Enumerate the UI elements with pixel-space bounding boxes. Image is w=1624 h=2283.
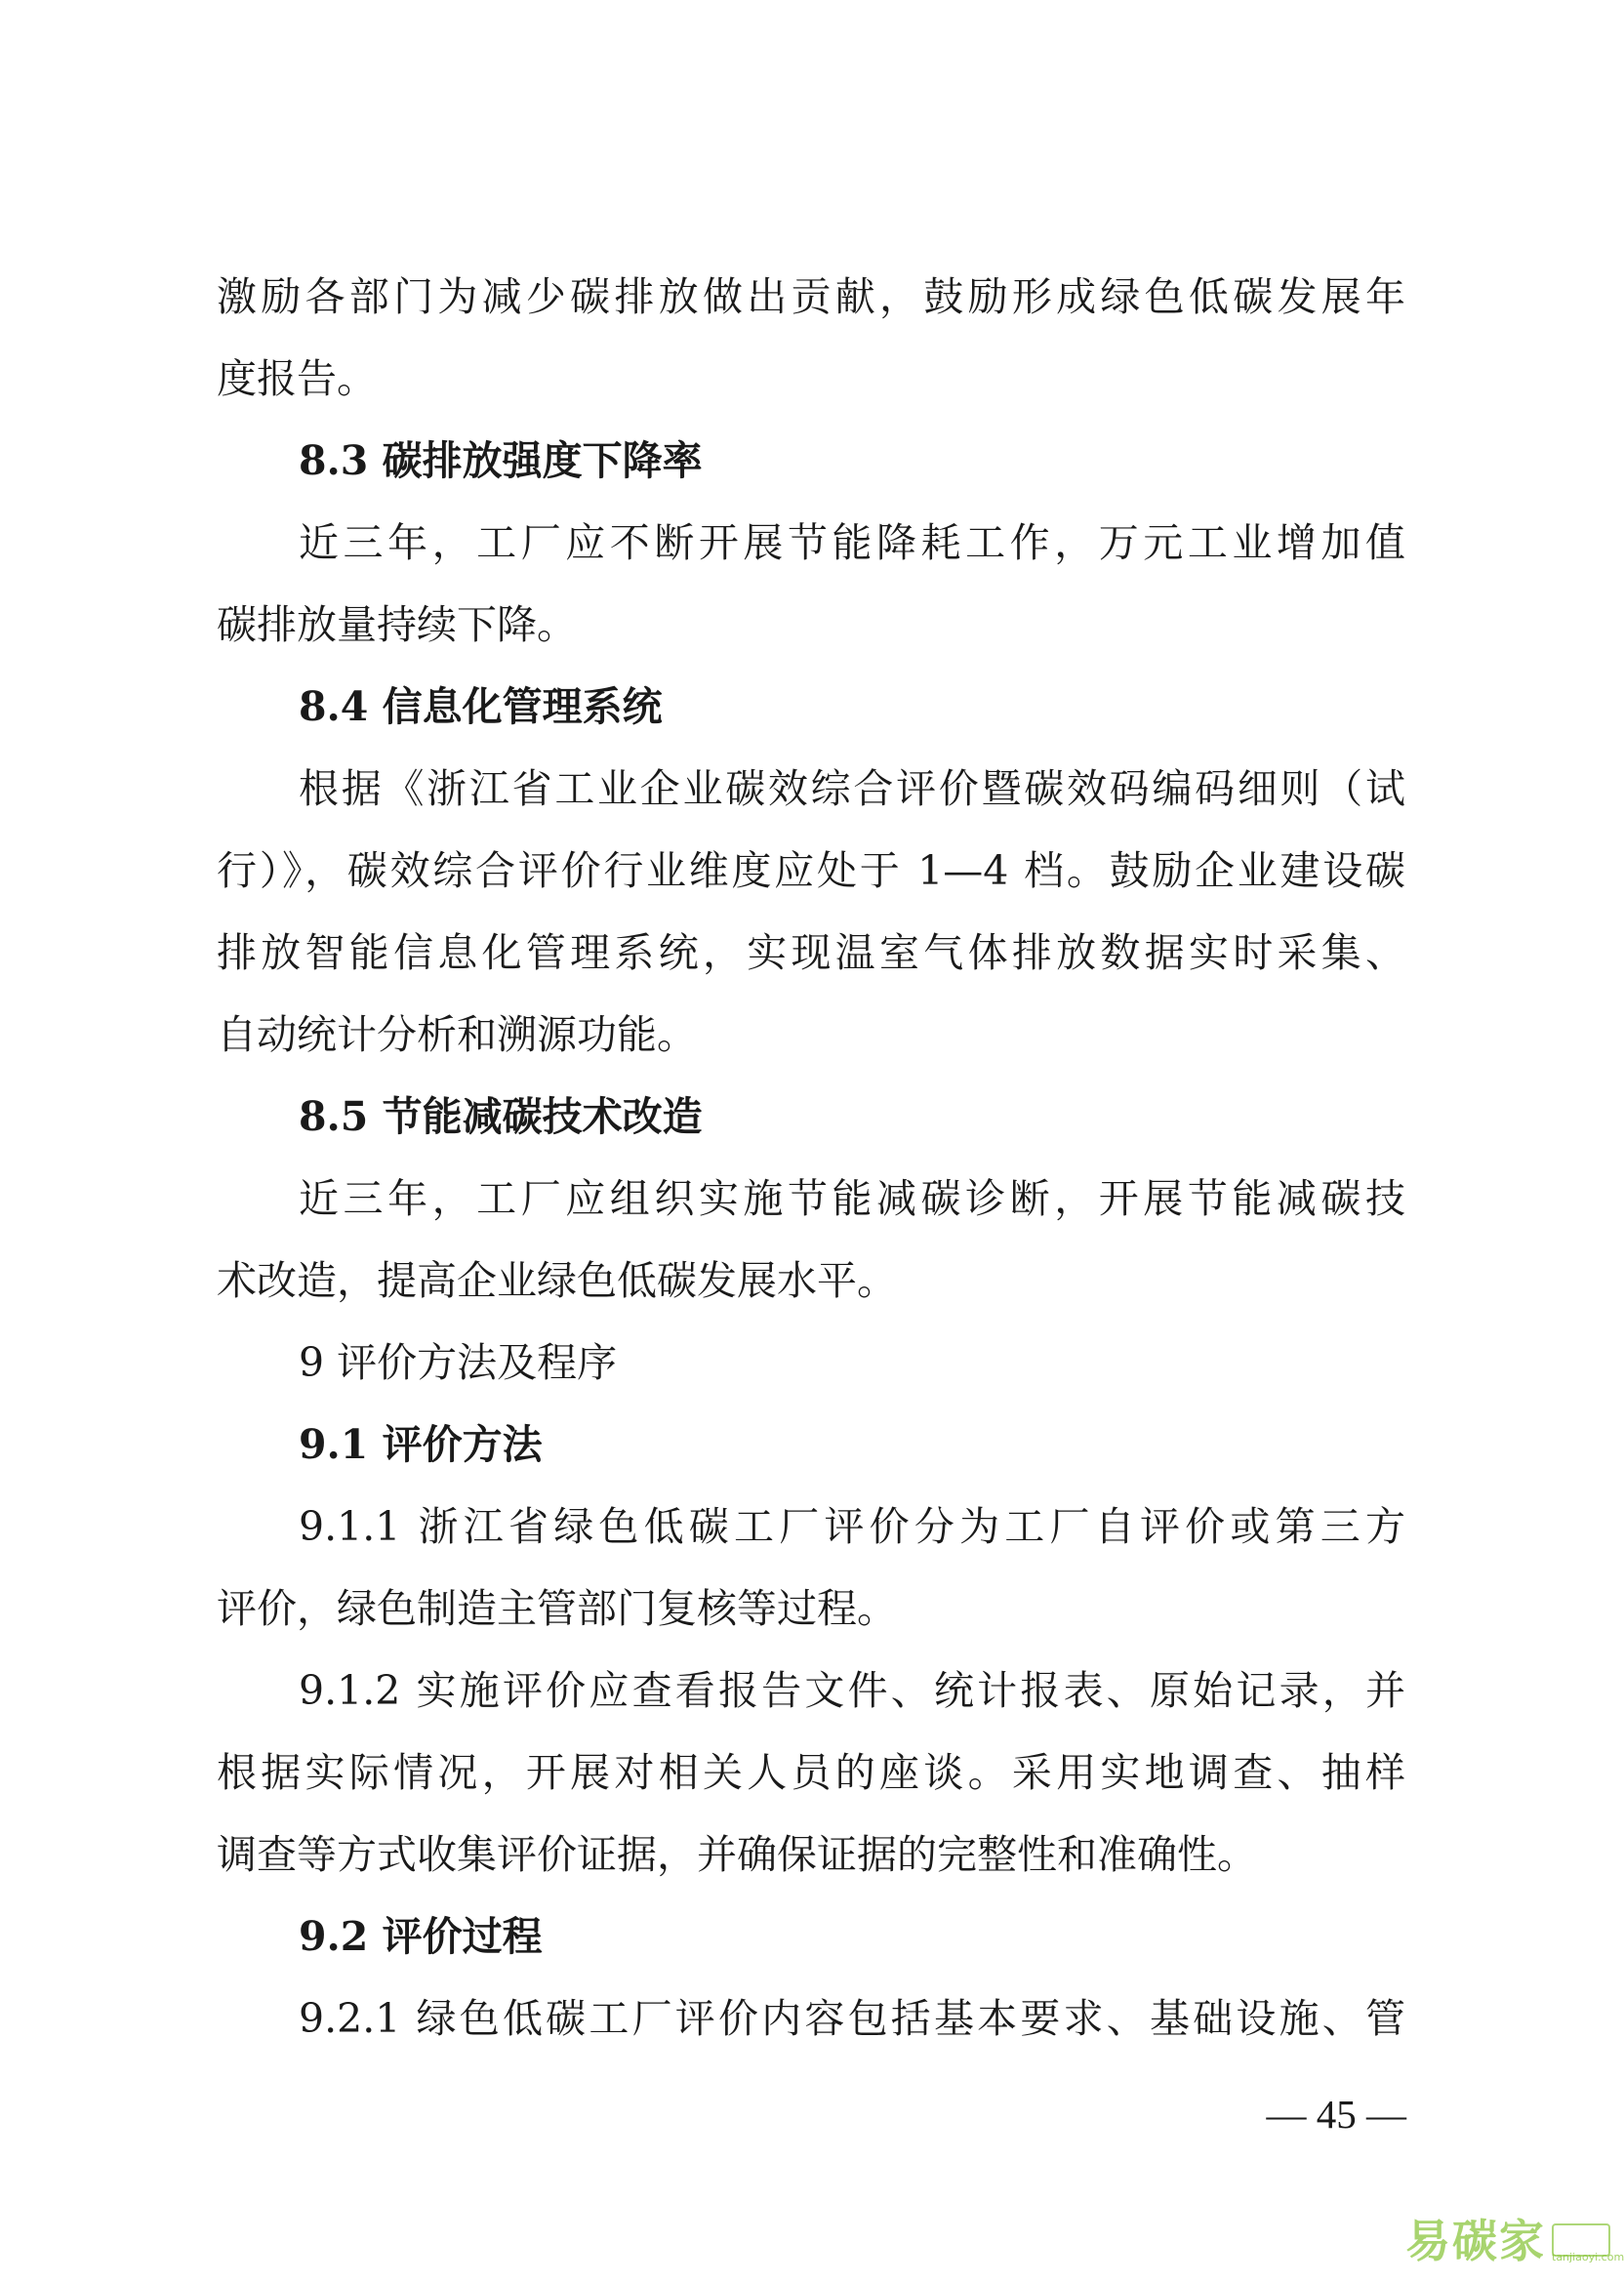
section-heading-8-4: 8.4 信息化管理系统 xyxy=(299,683,663,730)
paragraph-line: 调查等方式收集评价证据，并确保证据的完整性和准确性。 xyxy=(217,1831,1257,1878)
paragraph-line: 根据实际情况，开展对相关人员的座谈。采用实地调查、抽样 xyxy=(217,1749,1405,1796)
paragraph-line: 近三年，工厂应不断开展节能降耗工作，万元工业增加值 xyxy=(299,519,1405,566)
paragraph-line: 排放智能信息化管理系统，实现温室气体排放数据实时采集、 xyxy=(217,929,1405,976)
paragraph-line: 度报告。 xyxy=(217,355,377,402)
paragraph-line: 9.1.2 实施评价应查看报告文件、统计报表、原始记录，并 xyxy=(299,1667,1405,1714)
section-heading-9-1: 9.1 评价方法 xyxy=(299,1421,543,1468)
watermark-url: tanjiaoyi.com xyxy=(1552,2251,1624,2263)
paragraph-line: 行）》，碳效综合评价行业维度应处于 1—4 档。鼓励企业建设碳 xyxy=(217,847,1405,894)
paragraph-line: 激励各部门为减少碳排放做出贡献，鼓励形成绿色低碳发展年 xyxy=(217,273,1405,320)
section-heading-9-2: 9.2 评价过程 xyxy=(299,1913,543,1960)
section-heading-8-5: 8.5 节能减碳技术改造 xyxy=(299,1093,703,1140)
chapter-heading-9: 9 评价方法及程序 xyxy=(299,1339,618,1386)
section-heading-8-3: 8.3 碳排放强度下降率 xyxy=(299,437,703,484)
paragraph-line: 碳排放量持续下降。 xyxy=(217,601,577,648)
paragraph-line: 根据《浙江省工业企业碳效综合评价暨碳效码编码细则（试 xyxy=(299,765,1405,812)
paragraph-line: 9.2.1 绿色低碳工厂评价内容包括基本要求、基础设施、管 xyxy=(299,1995,1405,2042)
paragraph-line: 9.1.1 浙江省绿色低碳工厂评价分为工厂自评价或第三方 xyxy=(299,1503,1405,1550)
paragraph-line: 近三年，工厂应组织实施节能减碳诊断，开展节能减碳技 xyxy=(299,1175,1405,1222)
watermark-text: 易碳家 xyxy=(1405,2215,1546,2267)
paragraph-line: 自动统计分析和溯源功能。 xyxy=(217,1011,697,1058)
page-number: — 45 — xyxy=(1266,2092,1406,2137)
paragraph-line: 术改造，提高企业绿色低碳发展水平。 xyxy=(217,1257,897,1304)
watermark-logo xyxy=(1405,2214,1624,2268)
paragraph-line: 评价，绿色制造主管部门复核等过程。 xyxy=(217,1585,897,1632)
